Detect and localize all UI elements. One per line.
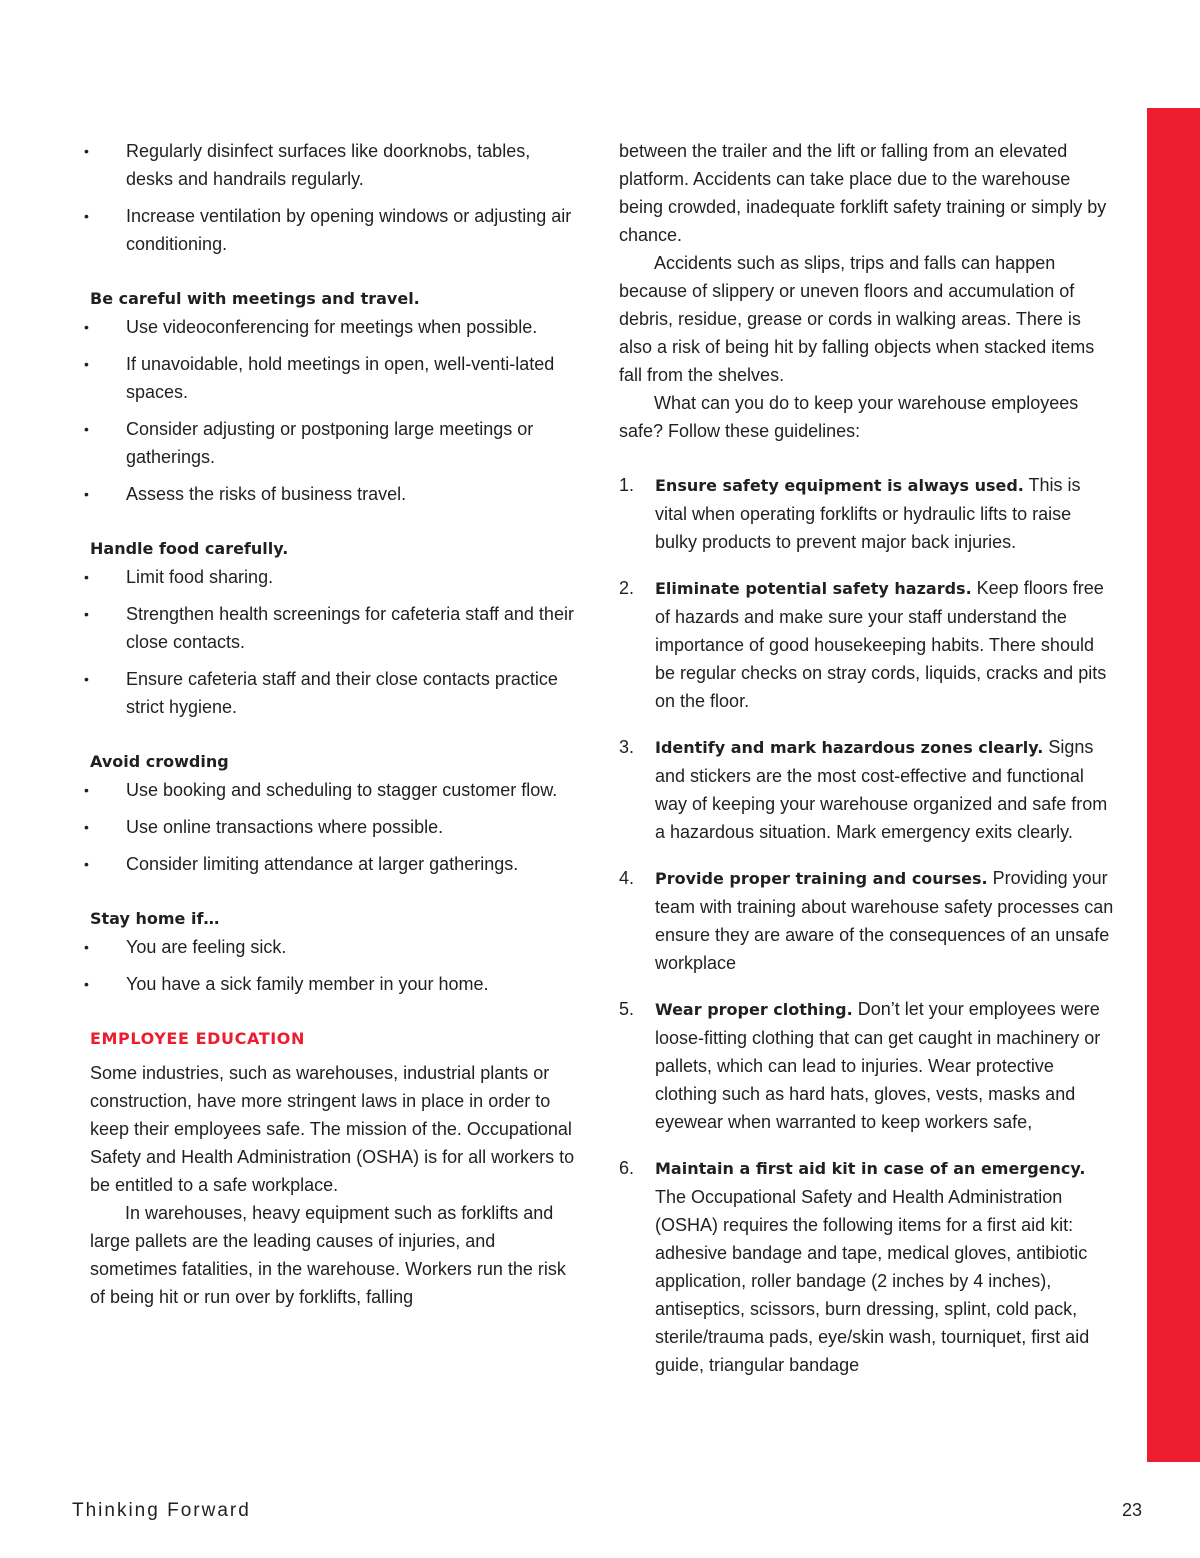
publication-name: Thinking Forward bbox=[72, 1500, 251, 1521]
bullet-icon: • bbox=[84, 143, 89, 159]
bullet-icon: • bbox=[84, 939, 89, 955]
stay-home-list bbox=[80, 933, 580, 998]
food-heading: Handle food carefully. bbox=[90, 539, 289, 558]
list-item: • If unavoidable, hold meetings in open, well-venti-lated spaces. bbox=[80, 350, 580, 406]
bullet-icon: • bbox=[84, 671, 89, 687]
meetings-list bbox=[80, 313, 580, 508]
list-item: 1. Ensure safety equipment is always used. This is vital when operating forklifts or hydraulic lifts to raise bulky products to prevent major back injuries. bbox=[619, 475, 1081, 552]
list-item: • Use videoconferencing for meetings when possible. bbox=[80, 313, 580, 341]
intro-bullets bbox=[80, 137, 580, 258]
body-paragraph: between the trailer and the lift or falling from an elevated platform. Accidents can take place due to the warehouse being crowded, inadequate forklift safety training or simply by chance. bbox=[619, 141, 1107, 245]
list-item: • You are feeling sick. bbox=[80, 933, 580, 961]
list-item: 6. Maintain a first aid kit in case of an emergency. The Occupational Safety and Health Administration (OSHA) requires the following items for a first aid kit: adhesive bandage and tape, medical gloves, antibiotic application, roller bandage (2 inches by 4 inches), antiseptics, scissors, burn dressing, splint, cold pack, sterile/trauma pads, eye/skin wash, tourniquet, first aid guide, triangular bandage bbox=[619, 1158, 1090, 1375]
bullet-icon: • bbox=[84, 569, 89, 585]
red-side-tab bbox=[1147, 108, 1200, 1462]
list-item: • Use booking and scheduling to stagger customer flow. bbox=[80, 776, 580, 804]
stay-home-heading: Stay home if… bbox=[90, 909, 220, 928]
bullet-icon: • bbox=[84, 421, 89, 437]
bullet-icon: • bbox=[84, 782, 89, 798]
crowding-heading: Avoid crowding bbox=[90, 752, 229, 771]
bullet-icon: • bbox=[84, 856, 89, 872]
list-item: 4. Provide proper training and courses. Providing your team with training about warehouse safety processes can ensure they are aware of the consequences of an unsafe workplace bbox=[619, 868, 1114, 973]
crowding-list bbox=[80, 776, 580, 878]
bullet-icon: • bbox=[84, 208, 89, 224]
bullet-icon: • bbox=[84, 356, 89, 372]
guidelines-list bbox=[615, 471, 1115, 1379]
bullet-icon: • bbox=[84, 606, 89, 622]
food-list bbox=[80, 563, 580, 721]
education-paragraph: Some industries, such as warehouses, industrial plants or construction, have more stringent laws in place in order to keep their employees safe. The mission of the. Occupational Safety and Health Administration (OSHA) is for all workers to be entitled to a safe workplace. bbox=[90, 1063, 575, 1195]
list-item: 2. Eliminate potential safety hazards. Keep floors free of hazards and make sure your staff understand the importance of good housekeeping habits. There should be regular checks on stray cords, liquids, cracks and pits on the floor. bbox=[619, 578, 1107, 711]
list-item: • Strengthen health screenings for cafeteria staff and their close contacts. bbox=[80, 600, 580, 656]
list-item: • Consider adjusting or postponing large meetings or gatherings. bbox=[80, 415, 580, 471]
body-paragraph: Accidents such as slips, trips and falls can happen because of slippery or uneven floors and accumulation of debris, residue, grease or cords in walking areas. There is also a risk of being hit by falling objects when stacked items fall from the shelves. bbox=[619, 253, 1095, 385]
bullet-icon: • bbox=[84, 819, 89, 835]
list-item: • You have a sick family member in your home. bbox=[80, 970, 580, 998]
employee-education-heading: EMPLOYEE EDUCATION bbox=[90, 1029, 305, 1048]
list-item: • Assess the risks of business travel. bbox=[80, 480, 580, 508]
bullet-icon: • bbox=[84, 976, 89, 992]
list-item: 5. Wear proper clothing. Don’t let your employees were loose-fitting clothing that can get caught in machinery or pallets, which can lead to injuries. Wear protective clothing such as hard hats, gloves, vests, masks and eyewear when warranted to keep workers safe, bbox=[619, 999, 1101, 1132]
list-item: • Increase ventilation by opening windows or adjusting air conditioning. bbox=[80, 202, 580, 258]
list-item: 3. Identify and mark hazardous zones clearly. Signs and stickers are the most cost-effective and functional way of keeping your warehouse organized and safe from a hazardous situation. Mark emergency exits clearly. bbox=[619, 737, 1108, 842]
body-paragraph: What can you do to keep your warehouse employees safe? Follow these guidelines: bbox=[619, 393, 1079, 441]
left-column bbox=[80, 137, 580, 1311]
right-column bbox=[615, 137, 1115, 1397]
education-paragraph: In warehouses, heavy equipment such as forklifts and large pallets are the leading causes of injuries, and sometimes fatalities, in the warehouse. Workers run the risk of being hit or run over by forklifts, falling bbox=[90, 1203, 566, 1307]
list-item: • Limit food sharing. bbox=[80, 563, 580, 591]
list-item: • Use online transactions where possible. bbox=[80, 813, 580, 841]
bullet-icon: • bbox=[84, 319, 89, 335]
list-item: • Consider limiting attendance at larger gatherings. bbox=[80, 850, 580, 878]
list-item: • Regularly disinfect surfaces like doorknobs, tables, desks and handrails regularly. bbox=[80, 137, 580, 193]
page-number: 23 bbox=[1122, 1500, 1143, 1520]
meetings-heading: Be careful with meetings and travel. bbox=[90, 289, 420, 308]
list-item: • Ensure cafeteria staff and their close contacts practice strict hygiene. bbox=[80, 665, 580, 721]
bullet-icon: • bbox=[84, 486, 89, 502]
